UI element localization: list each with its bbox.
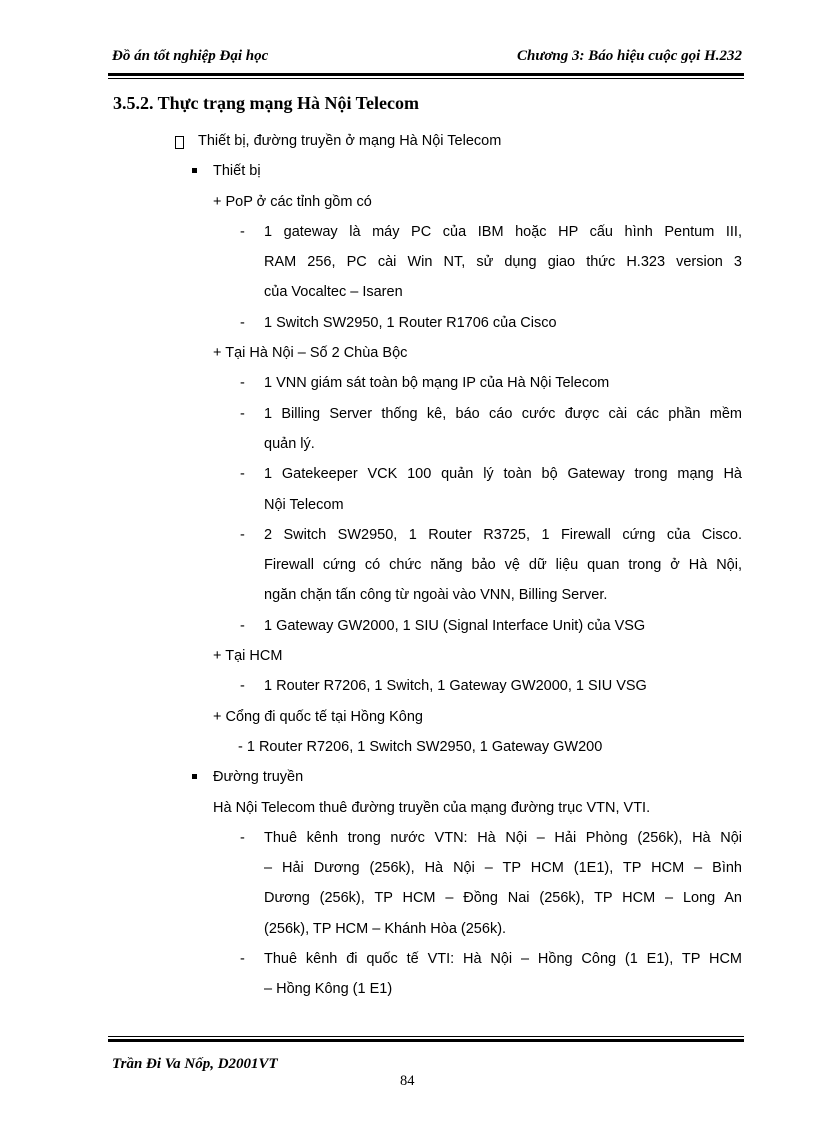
list-item xyxy=(264,611,742,641)
equipment-title: Thiết bị xyxy=(213,163,261,180)
paragraph-line: 1 gateway là máy PC của IBM hoặc HP cấu hình Pentum III, xyxy=(264,223,742,240)
paragraph-line: RAM 256, PC cài Win NT, sử dụng giao thức H.323 version 3 xyxy=(264,254,742,271)
list-item xyxy=(264,671,742,701)
paragraph-line: (256k), TP HCM – Khánh Hòa (256k). xyxy=(264,920,507,937)
transmission-intro: Hà Nội Telecom thuê đường truyền của mạng đường trục VTN, VTI. xyxy=(213,799,651,816)
list-item xyxy=(264,944,742,1005)
dash-bullet: - xyxy=(240,678,245,695)
list-item xyxy=(264,308,742,338)
paragraph-line: ngăn chặn tấn công từ ngoài vào VNN, Billing Server. xyxy=(264,587,608,604)
page-header xyxy=(112,48,742,72)
dash-bullet: - xyxy=(240,617,245,634)
paragraph-line: 1 Gateway GW2000, 1 SIU (Signal Interface Unit) của VSG xyxy=(264,617,646,634)
paragraph-line: Firewall cứng có chức năng bảo vệ dữ liệu quan trong ở Hà Nội, xyxy=(264,557,742,574)
pop-title: + PoP ở các tỉnh gồm có xyxy=(213,193,372,210)
transmission-title: Đường truyền xyxy=(213,769,304,786)
paragraph-line: Nội Telecom xyxy=(264,496,344,513)
list-item xyxy=(264,823,742,944)
list-item xyxy=(264,399,742,460)
dash-bullet: - xyxy=(240,829,245,846)
paragraph-line: Dương (256k), TP HCM – Đồng Nai (256k), TP HCM – Long An xyxy=(264,890,742,907)
paragraph-line: 1 Billing Server thống kê, báo cáo cước được cài các phần mềm xyxy=(264,405,742,422)
paragraph-line: Thuê kênh đi quốc tế VTI: Hà Nội – Hồng Công (1 E1), TP HCM xyxy=(264,951,742,968)
footer-author: Trần Đi Va Nốp, D2001VT xyxy=(112,1056,278,1072)
checkbox-bullet-icon xyxy=(175,136,184,149)
header-rule-thin xyxy=(108,78,744,79)
dash-bullet: - xyxy=(240,405,245,422)
paragraph-line: của Vocaltec – Isaren xyxy=(264,284,403,301)
hcm-title: + Tại HCM xyxy=(213,648,283,665)
footer-rule-thin xyxy=(108,1036,744,1037)
dash-bullet: - xyxy=(240,466,245,483)
paragraph-line: 1 Switch SW2950, 1 Router R1706 của Cisco xyxy=(264,314,557,331)
dash-bullet: - xyxy=(240,951,245,968)
paragraph-line: Thuê kênh trong nước VTN: Hà Nội – Hải Phòng (256k), Hà Nội xyxy=(264,829,742,846)
paragraph-line: – Hải Dương (256k), Hà Nội – TP HCM (1E1), TP HCM – Bình xyxy=(264,860,742,877)
section-heading: 3.5.2. Thực trạng mạng Hà Nội Telecom xyxy=(113,93,419,113)
header-right: Chương 3: Báo hiệu cuộc gọi H.232 xyxy=(517,48,742,64)
hanoi-title: + Tại Hà Nội – Số 2 Chùa Bộc xyxy=(213,345,408,362)
list-item xyxy=(264,459,742,520)
dash-bullet: - xyxy=(240,526,245,543)
dash-bullet: - xyxy=(240,375,245,392)
paragraph-line: 1 Router R7206, 1 Switch, 1 Gateway GW2000, 1 SIU VSG xyxy=(264,678,647,695)
dash-bullet: - xyxy=(240,314,245,331)
header-rule-thick xyxy=(108,73,744,76)
paragraph-line: quản lý. xyxy=(264,435,315,452)
hongkong-item: - 1 Router R7206, 1 Switch SW2950, 1 Gateway GW200 xyxy=(238,739,603,755)
paragraph-line: 1 VNN giám sát toàn bộ mạng IP của Hà Nội Telecom xyxy=(264,375,610,392)
paragraph-line: 2 Switch SW2950, 1 Router R3725, 1 Firewall cứng của Cisco. xyxy=(264,526,742,543)
paragraph-line: 1 Gatekeeper VCK 100 quản lý toàn bộ Gateway trong mạng Hà xyxy=(264,466,742,483)
list-item xyxy=(264,368,742,398)
list-item xyxy=(264,217,742,308)
page-number: 84 xyxy=(400,1073,415,1089)
subsection-title: Thiết bị, đường truyền ở mạng Hà Nội Telecom xyxy=(198,133,502,149)
footer-rule-thick xyxy=(108,1039,744,1042)
square-bullet-icon xyxy=(192,774,197,779)
list-item xyxy=(264,520,742,611)
dash-bullet: - xyxy=(240,223,245,240)
header-left: Đồ án tốt nghiệp Đại học xyxy=(112,48,269,64)
hongkong-title: + Cổng đi quốc tế tại Hồng Kông xyxy=(213,708,423,725)
square-bullet-icon xyxy=(192,168,197,173)
paragraph-line: – Hồng Kông (1 E1) xyxy=(264,981,393,998)
